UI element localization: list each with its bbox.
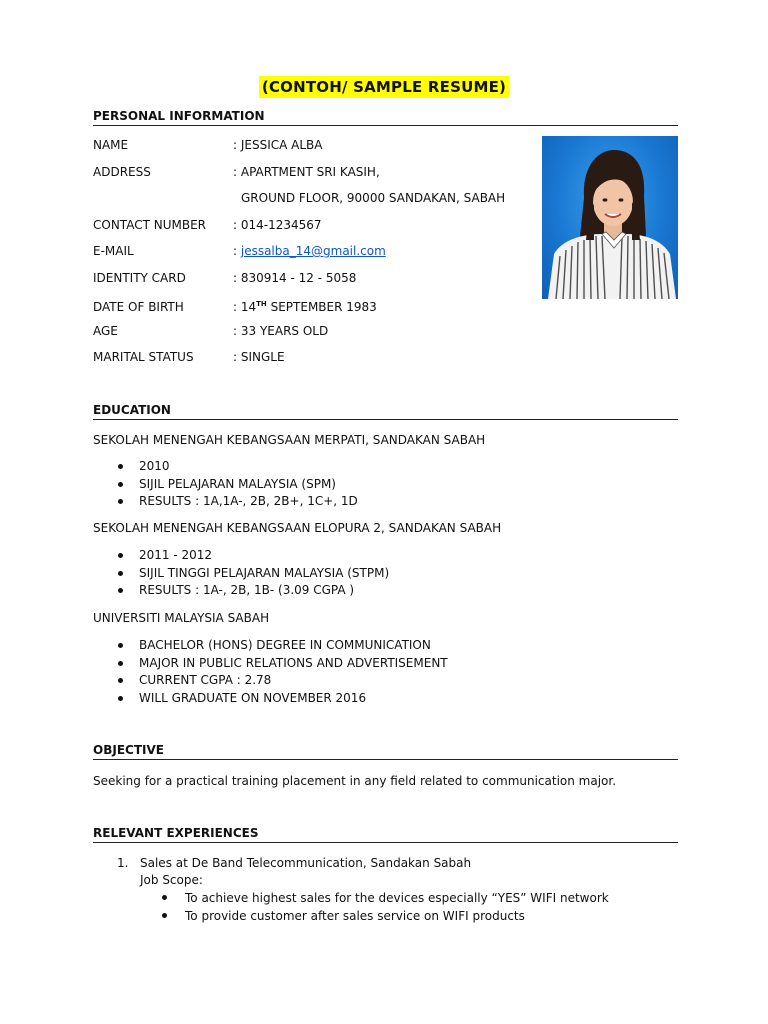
list-item: SIJIL PELAJARAN MALAYSIA (SPM) (0, 476, 358, 494)
title-wrap (0, 76, 768, 98)
field-value: : 830914 - 12 - 5058 (233, 271, 357, 285)
job-scope-list (0, 889, 609, 925)
field-value: : APARTMENT SRI KASIH, (233, 165, 380, 179)
field-value: : JESSICA ALBA (233, 138, 323, 152)
list-item: 2010 (0, 458, 358, 476)
list-item: To provide customer after sales service on WIFI products (0, 907, 609, 925)
list-item: 2011 - 2012 (0, 547, 389, 565)
dob-suffix: TH (256, 300, 267, 308)
list-item: To achieve highest sales for the devices especially “YES” WIFI network (0, 889, 609, 907)
field-value: : SINGLE (233, 350, 285, 364)
field-label: CONTACT NUMBER (93, 218, 206, 232)
field-address (93, 164, 380, 180)
dob-day: : 14 (233, 300, 257, 314)
field-label: NAME (93, 138, 129, 152)
list-item: SIJIL TINGGI PELAJARAN MALAYSIA (STPM) (0, 565, 389, 583)
school-details-list (0, 547, 389, 600)
field-name (93, 137, 323, 153)
field-age (93, 323, 328, 339)
field-label: MARITAL STATUS (93, 350, 194, 364)
email-prefix: : (233, 244, 241, 258)
field-value: : 33 YEARS OLD (233, 324, 329, 338)
school-name: SEKOLAH MENENGAH KEBANGSAAN ELOPURA 2, SANDAKAN SABAH (93, 521, 502, 535)
email-link[interactable]: jessalba_14@gmail.com (240, 244, 386, 258)
experiences-heading: RELEVANT EXPERIENCES (93, 825, 678, 843)
objective-text: Seeking for a practical training placement in any field related to communication major. (93, 774, 617, 788)
profile-photo (542, 136, 678, 299)
school-details-list (0, 458, 358, 511)
school-name: SEKOLAH MENENGAH KEBANGSAAN MERPATI, SANDAKAN SABAH (93, 433, 486, 447)
page-title: (CONTOH/ SAMPLE RESUME) (259, 76, 509, 98)
field-label: E-MAIL (93, 244, 134, 258)
field-label: AGE (93, 324, 118, 338)
field-label: DATE OF BIRTH (93, 300, 184, 314)
list-item: MAJOR IN PUBLIC RELATIONS AND ADVERTISEMENT (0, 655, 448, 673)
education-heading: EDUCATION (93, 402, 678, 420)
school-details-list (0, 637, 448, 707)
list-item: RESULTS : 1A,1A-, 2B, 2B+, 1C+, 1D (0, 493, 358, 511)
field-label: ADDRESS (93, 165, 151, 179)
field-value (233, 296, 377, 315)
list-item: BACHELOR (HONS) DEGREE IN COMMUNICATION (0, 637, 448, 655)
experience-item-title (117, 855, 471, 871)
list-item: CURRENT CGPA : 2.78 (0, 672, 448, 690)
job-scope-label: Job Scope: (140, 873, 203, 887)
field-date-of-birth (93, 296, 377, 315)
field-email (93, 243, 386, 259)
portrait-photo-icon (542, 136, 678, 299)
field-value: : 014-1234567 (233, 218, 322, 232)
experience-number: 1. (117, 856, 129, 870)
objective-heading: OBJECTIVE (93, 742, 678, 760)
dob-month-year: SEPTEMBER 1983 (266, 300, 377, 314)
field-marital-status (93, 349, 285, 365)
field-address-line2 (93, 190, 505, 206)
field-value (233, 243, 386, 259)
experience-title: Sales at De Band Telecommunication, Sandakan Sabah (140, 856, 472, 870)
list-item: WILL GRADUATE ON NOVEMBER 2016 (0, 690, 448, 708)
school-name: UNIVERSITI MALAYSIA SABAH (93, 611, 270, 625)
personal-info-heading: PERSONAL INFORMATION (93, 108, 678, 126)
list-item: RESULTS : 1A-, 2B, 1B- (3.09 CGPA ) (0, 582, 389, 600)
field-identity-card (93, 270, 356, 286)
field-contact-number (93, 217, 322, 233)
field-label: IDENTITY CARD (93, 271, 186, 285)
field-value: GROUND FLOOR, 90000 SANDAKAN, SABAH (241, 191, 506, 205)
